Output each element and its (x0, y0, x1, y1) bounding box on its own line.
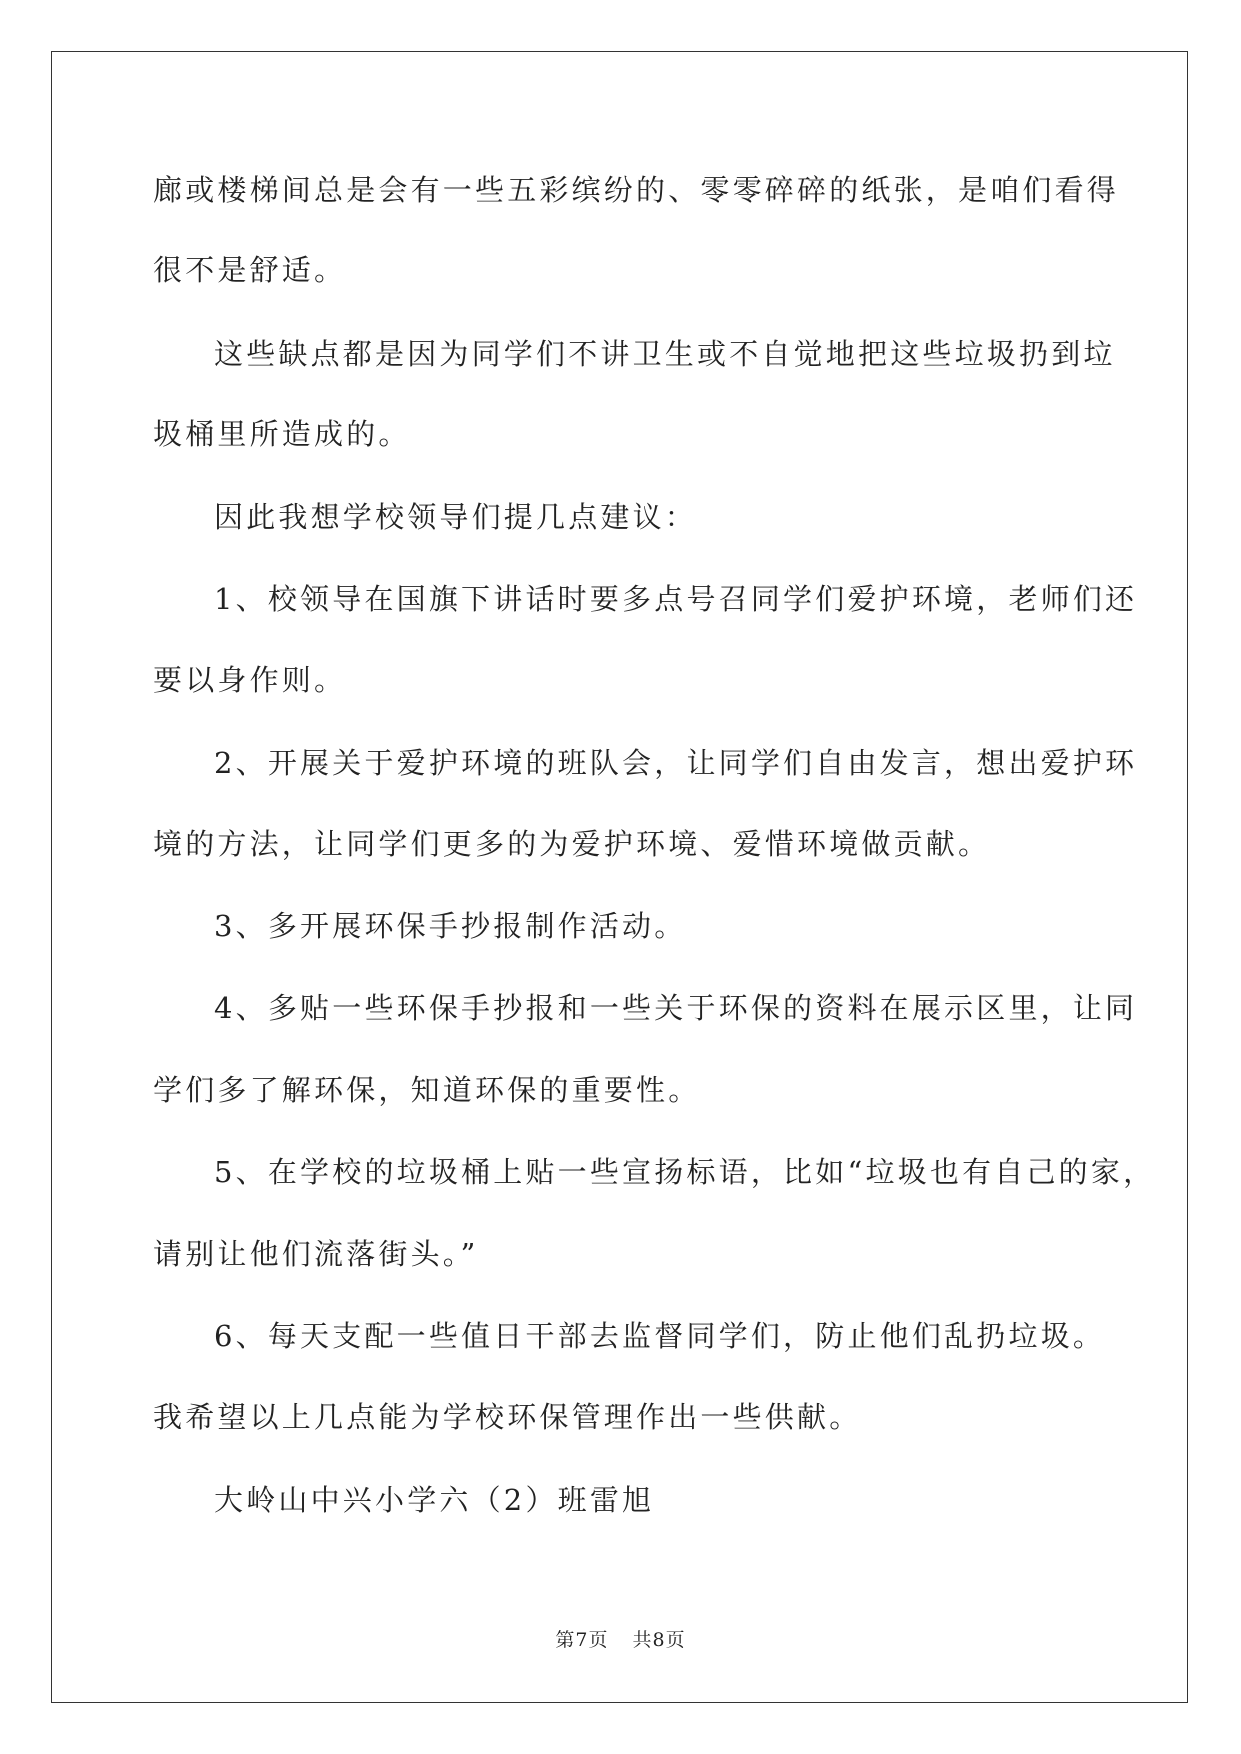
paragraph-line-16: 我希望以上几点能为学校环保管理作出一些供献。 (153, 1400, 862, 1434)
paragraph-line-11: 4、多贴一些环保手抄报和一些关于环保的资料在展示区里，让同 (214, 991, 1138, 1025)
paragraph-line-6: 1、校领导在国旗下讲话时要多点号召同学们爱护环境，老师们还 (214, 582, 1138, 616)
paragraph-line-15: 6、每天支配一些值日干部去监督同学们，防止他们乱扔垃圾。 (214, 1319, 1106, 1353)
paragraph-line-10: 3、多开展环保手抄报制作活动。 (214, 909, 687, 943)
paragraph-line-2: 很不是舒适。 (153, 253, 347, 287)
current-page-label: 第7页 (555, 1629, 609, 1651)
paragraph-line-14: 请别让他们流落街头。” (153, 1237, 479, 1271)
paragraph-line-13: 5、在学校的垃圾桶上贴一些宣扬标语，比如“垃圾也有自己的家， (214, 1155, 1156, 1189)
page-frame (51, 51, 1188, 1703)
paragraph-line-8: 2、开展关于爱护环境的班队会，让同学们自由发言，想出爱护环 (214, 746, 1138, 780)
total-pages-label: 共8页 (632, 1629, 686, 1651)
paragraph-line-12: 学们多了解环保，知道环保的重要性。 (153, 1073, 701, 1107)
paragraph-line-1: 廊或楼梯间总是会有一些五彩缤纷的、零零碎碎的纸张，是咱们看得 (153, 173, 1120, 207)
paragraph-line-3: 这些缺点都是因为同学们不讲卫生或不自觉地把这些垃圾扔到垃 (214, 337, 1116, 371)
paragraph-line-5: 因此我想学校领导们提几点建议： (214, 500, 698, 534)
paragraph-line-17: 大岭山中兴小学六（2）班雷旭 (214, 1483, 655, 1517)
paragraph-line-9: 境的方法，让同学们更多的为爱护环境、爱惜环境做贡献。 (153, 827, 991, 861)
paragraph-line-4: 圾桶里所造成的。 (153, 417, 411, 451)
paragraph-line-7: 要以身作则。 (153, 663, 347, 697)
page-footer (0, 1628, 1241, 1652)
